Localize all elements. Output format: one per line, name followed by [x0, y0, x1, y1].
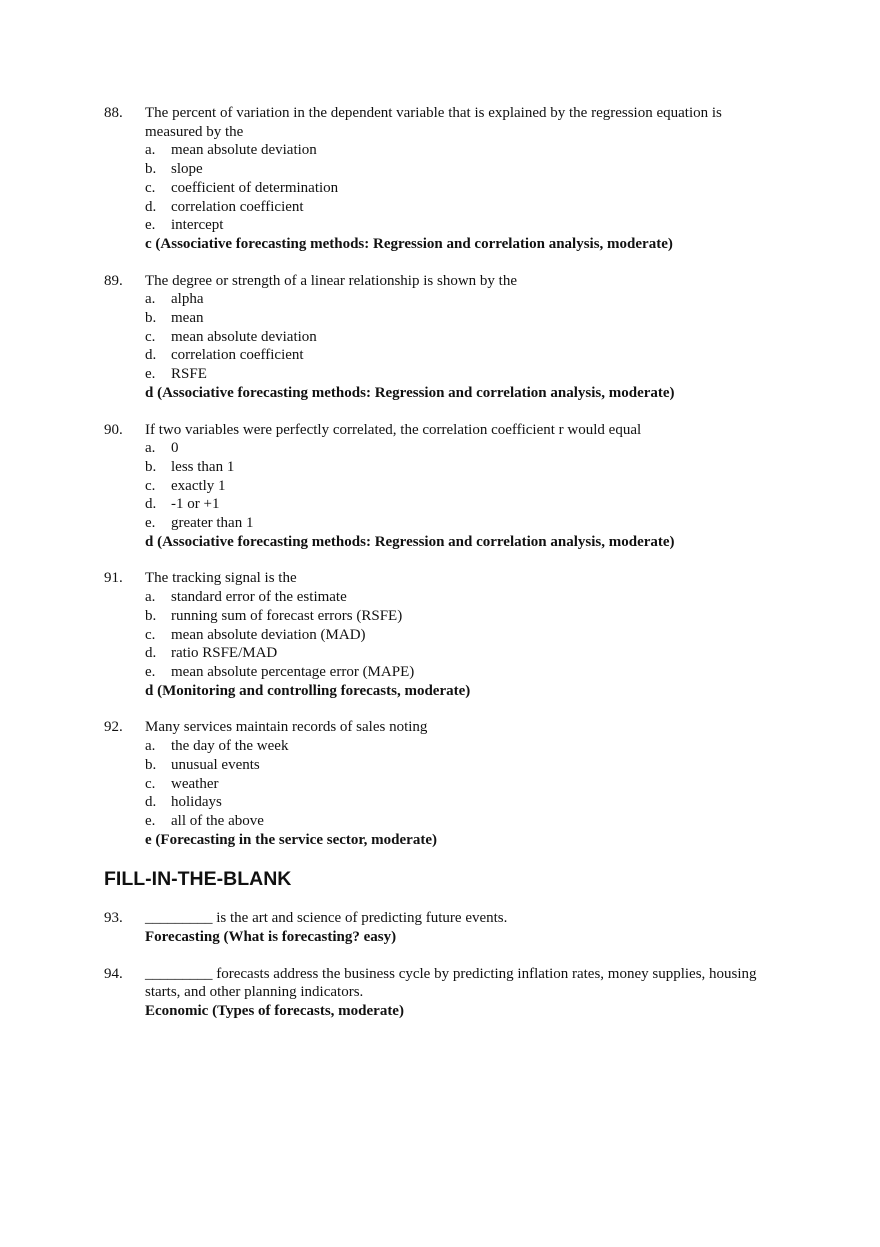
section-heading: FILL-IN-THE-BLANK — [104, 868, 292, 891]
answer-key: d (Associative forecasting methods: Regression and correlation analysis, moderate) — [145, 384, 675, 401]
option-letter: b. — [145, 607, 157, 624]
option-item — [145, 309, 764, 328]
question-text: The degree or strength of a linear relationship is shown by the — [145, 272, 517, 289]
option-text: the day of the week — [171, 738, 289, 755]
option-text: correlation coefficient — [171, 347, 304, 364]
option-text: mean absolute deviation (MAD) — [171, 626, 366, 643]
question-88 — [104, 104, 764, 254]
option-letter: e. — [145, 366, 156, 383]
option-text: mean — [171, 310, 204, 327]
option-item — [145, 439, 764, 458]
option-item — [145, 198, 764, 217]
option-text: greater than 1 — [171, 515, 254, 532]
option-letter: a. — [145, 291, 156, 308]
question-89 — [104, 272, 764, 403]
question-header — [104, 104, 764, 141]
question-91 — [104, 569, 764, 700]
option-text: slope — [171, 161, 203, 178]
option-item — [145, 141, 764, 160]
question-90 — [104, 421, 764, 552]
option-item — [145, 160, 764, 179]
option-text: holidays — [171, 794, 222, 811]
option-text: 0 — [171, 440, 179, 457]
option-item — [145, 588, 764, 607]
option-text: ratio RSFE/MAD — [171, 645, 278, 662]
option-letter: c. — [145, 179, 156, 196]
option-text: mean absolute percentage error (MAPE) — [171, 663, 415, 680]
option-letter: e. — [145, 515, 156, 532]
question-text: The percent of variation in the dependent variable that is explained by the regression equation is measured by the — [145, 105, 722, 140]
option-list — [104, 290, 764, 384]
option-item — [145, 737, 764, 756]
option-item — [145, 458, 764, 477]
answer-key: Economic (Types of forecasts, moderate) — [145, 1003, 404, 1020]
question-number: 88. — [104, 105, 123, 121]
option-letter: a. — [145, 440, 156, 457]
question-number: 92. — [104, 719, 123, 736]
option-letter: c. — [145, 626, 156, 643]
option-letter: d. — [145, 496, 157, 513]
option-item — [145, 644, 764, 663]
answer-key: e (Forecasting in the service sector, moderate) — [145, 831, 437, 848]
option-text: coefficient of determination — [171, 179, 339, 196]
option-letter: a. — [145, 738, 156, 755]
question-number: 93. — [104, 910, 123, 927]
option-item — [145, 626, 764, 645]
option-item — [145, 607, 764, 626]
question-94 — [104, 965, 764, 1021]
option-letter: b. — [145, 756, 157, 773]
option-item — [145, 514, 764, 533]
answer-key: d (Monitoring and controlling forecasts, moderate) — [145, 682, 471, 699]
option-letter: b. — [145, 310, 157, 327]
option-item — [145, 179, 764, 198]
option-text: alpha — [171, 291, 204, 308]
answer-key: Forecasting (What is forecasting? easy) — [145, 929, 397, 946]
question-text: _________ forecasts address the business cycle by predicting inflation rates, money supplies, housing starts, and other planning indicators. — [145, 965, 757, 1001]
option-text: -1 or +1 — [171, 496, 220, 513]
option-item — [145, 346, 764, 365]
option-item — [145, 812, 764, 831]
option-list — [104, 737, 764, 831]
answer-key: c (Associative forecasting methods: Regression and correlation analysis, moderate) — [145, 235, 673, 252]
question-number: 91. — [104, 570, 123, 587]
question-header — [104, 965, 764, 1002]
question-text: Many services maintain records of sales noting — [145, 719, 428, 736]
question-number: 90. — [104, 421, 123, 438]
option-item — [145, 328, 764, 347]
option-text: mean absolute deviation — [171, 328, 317, 345]
question-92 — [104, 718, 764, 849]
option-letter: a. — [145, 142, 156, 159]
option-text: weather — [171, 775, 219, 792]
option-letter: d. — [145, 198, 157, 215]
option-item — [145, 663, 764, 682]
option-item — [145, 775, 764, 794]
option-item — [145, 216, 764, 235]
option-text: RSFE — [171, 366, 207, 383]
question-number: 94. — [104, 965, 123, 982]
question-text: If two variables were perfectly correlated, the correlation coefficient r would equal — [145, 421, 642, 438]
option-letter: e. — [145, 217, 156, 234]
option-letter: d. — [145, 645, 157, 662]
option-list — [104, 439, 764, 533]
option-letter: c. — [145, 328, 156, 345]
question-header — [104, 718, 764, 737]
option-list — [104, 588, 764, 682]
option-text: running sum of forecast errors (RSFE) — [171, 607, 403, 624]
question-header — [104, 569, 764, 588]
option-letter: e. — [145, 663, 156, 680]
option-text: unusual events — [171, 756, 260, 773]
option-letter: d. — [145, 794, 157, 811]
question-text: The tracking signal is the — [145, 570, 297, 587]
question-93 — [104, 909, 764, 946]
option-item — [145, 495, 764, 514]
option-letter: d. — [145, 347, 157, 364]
option-item — [145, 365, 764, 384]
page-content — [104, 104, 764, 1039]
option-text: standard error of the estimate — [171, 589, 347, 606]
option-item — [145, 793, 764, 812]
option-list — [104, 141, 764, 235]
option-letter: b. — [145, 161, 157, 178]
option-text: correlation coefficient — [171, 198, 304, 215]
option-letter: a. — [145, 589, 156, 606]
answer-key: d (Associative forecasting methods: Regression and correlation analysis, moderate) — [145, 533, 675, 550]
question-header — [104, 909, 764, 928]
question-header — [104, 272, 764, 291]
option-item — [145, 756, 764, 775]
option-text: less than 1 — [171, 458, 235, 475]
option-text: all of the above — [171, 812, 264, 829]
option-item — [145, 290, 764, 309]
option-text: mean absolute deviation — [171, 142, 317, 159]
question-number: 89. — [104, 272, 123, 289]
option-letter: e. — [145, 812, 156, 829]
option-text: exactly 1 — [171, 477, 226, 494]
option-text: intercept — [171, 217, 224, 234]
question-text: _________ is the art and science of predicting future events. — [145, 910, 508, 927]
option-letter: c. — [145, 775, 156, 792]
option-item — [145, 477, 764, 496]
question-header — [104, 421, 764, 440]
option-letter: c. — [145, 477, 156, 494]
option-letter: b. — [145, 458, 157, 475]
